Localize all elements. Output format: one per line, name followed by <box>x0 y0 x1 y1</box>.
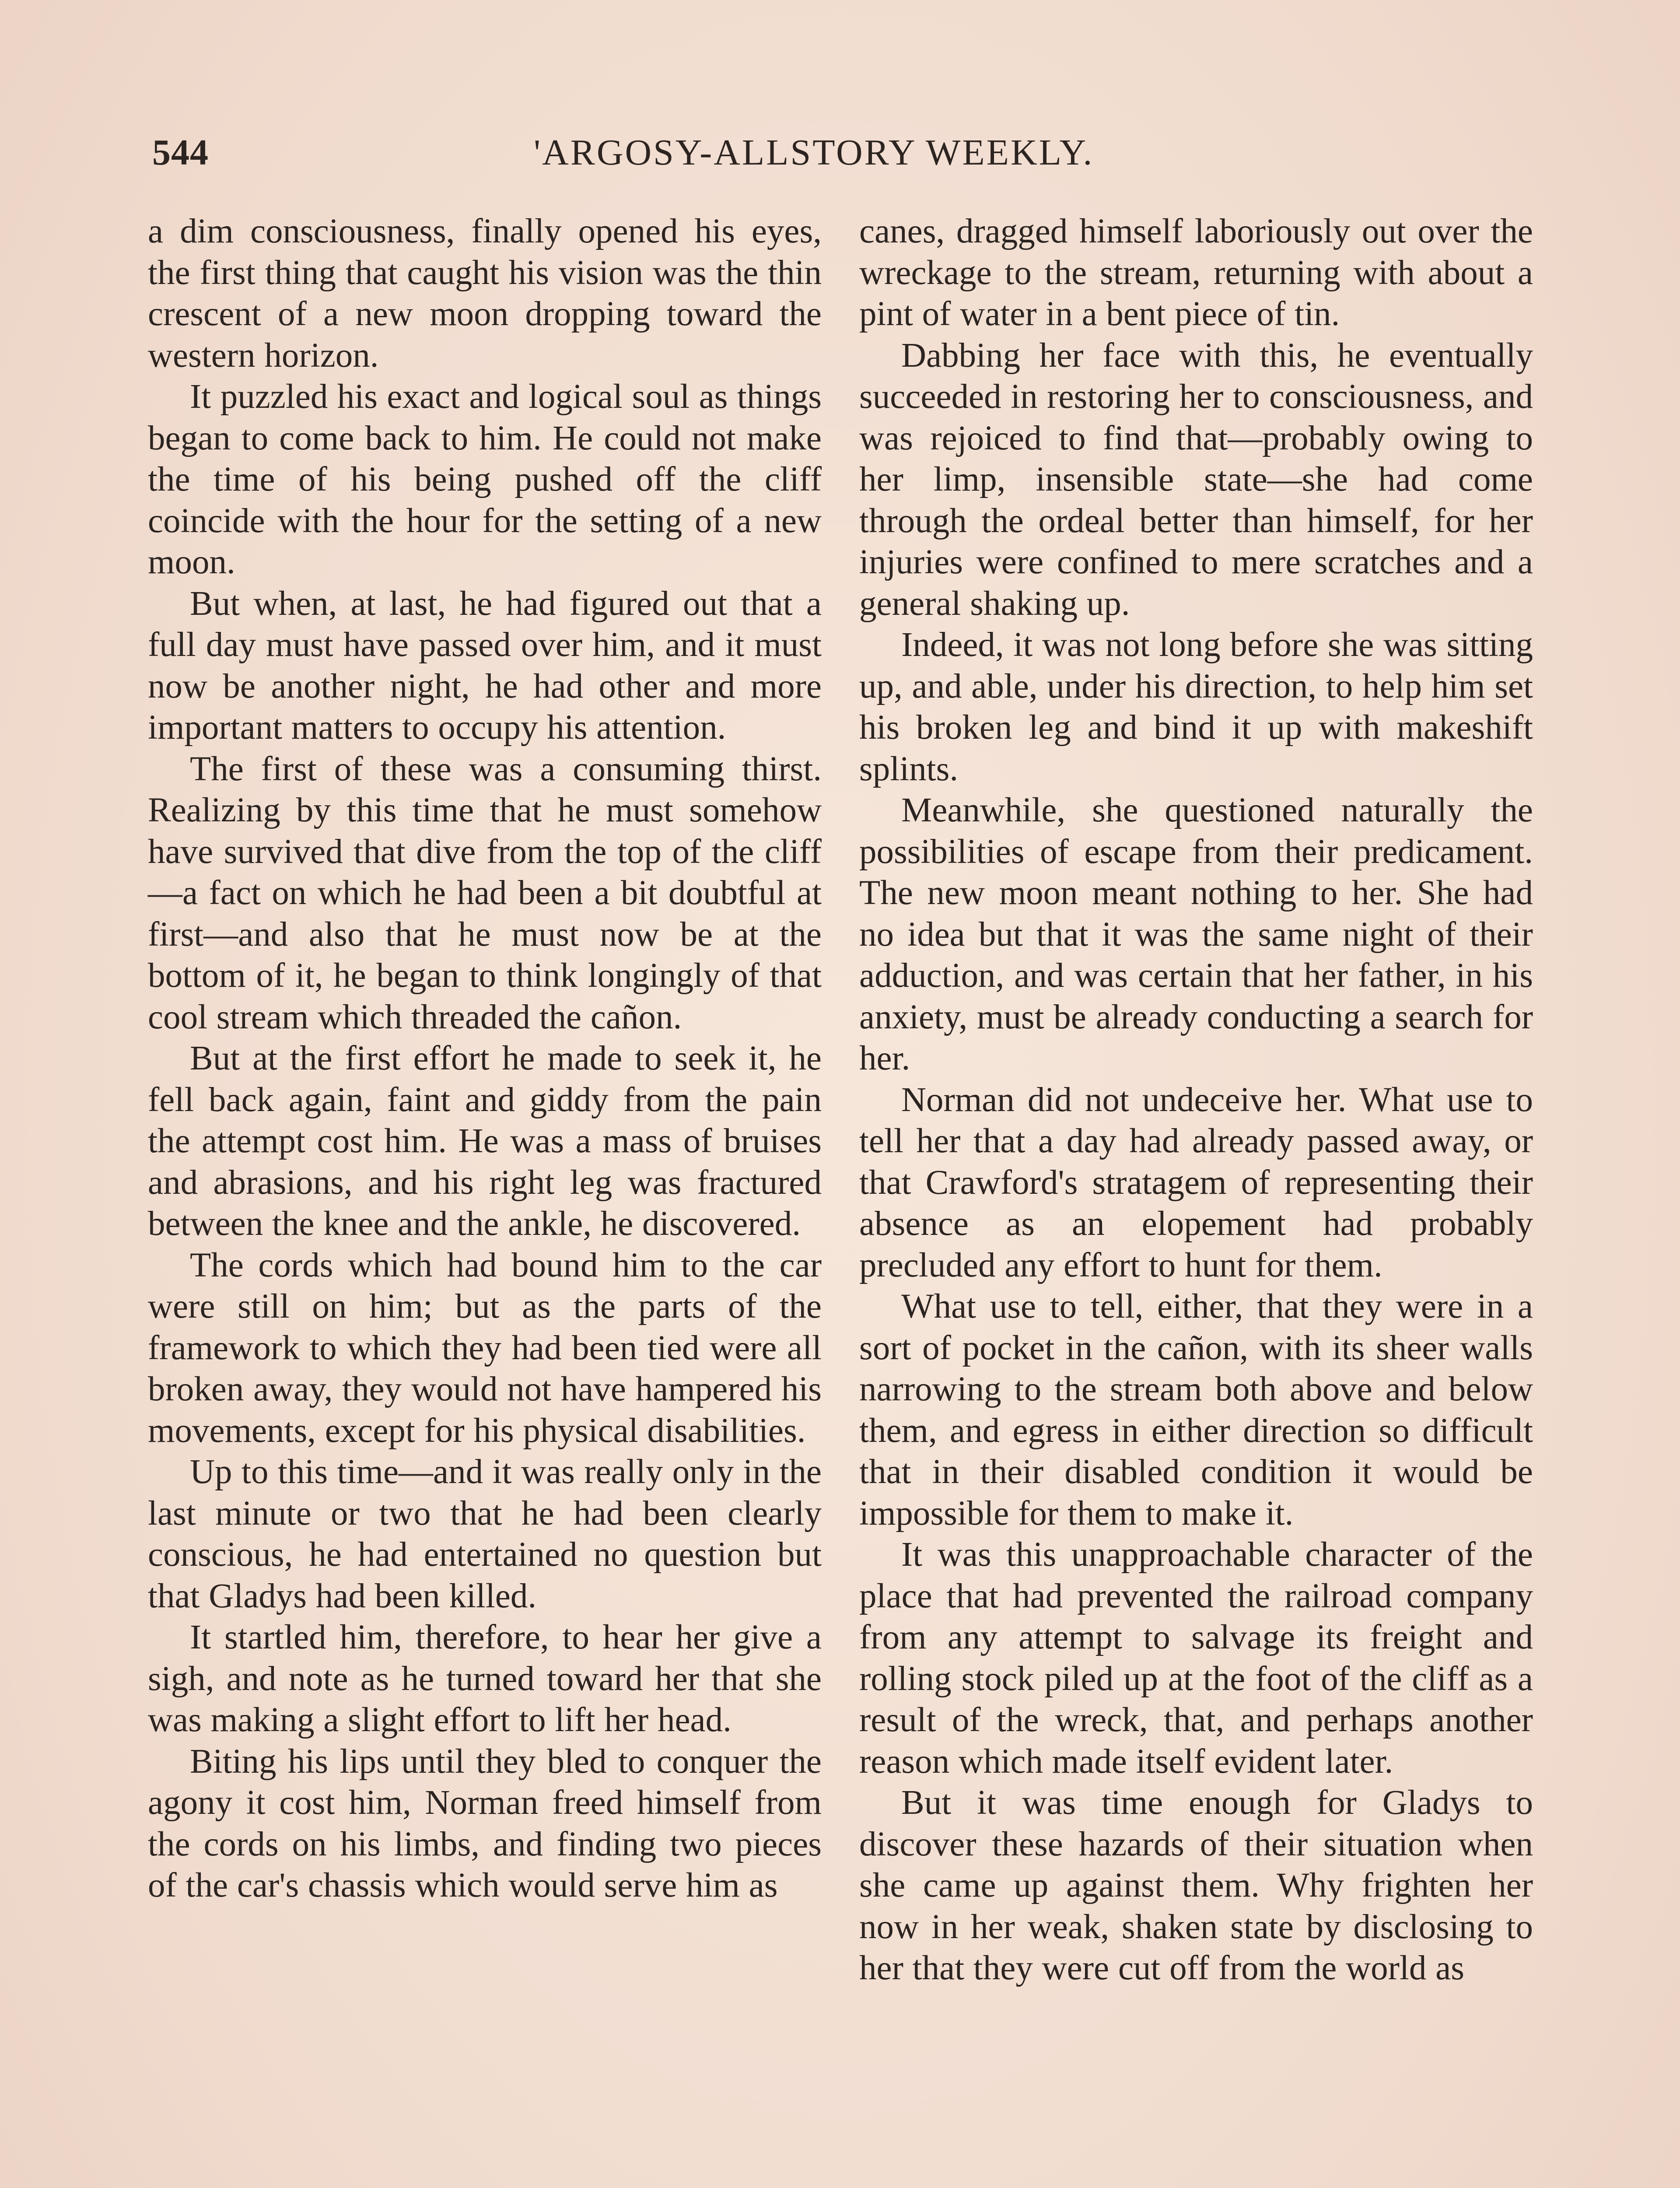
paragraph: What use to tell, either, that they were in a sort of pocket in the cañon, with its sheer walls narrowing to the stream both above and below them, and egress in either direction so difficult that in their disabled condition it would be impossible for them to make it. <box>859 1287 1533 1532</box>
paragraph: But it was time enough for Gladys to discover these hazards of their situation when she came up against them. Why frighten her now in her weak, shaken state by disclosing to her that they were cut off from the world as <box>859 1784 1533 1987</box>
left-column <box>148 211 822 1907</box>
paragraph: a dim consciousness, finally opened his eyes, the first thing that caught his vision was the thin crescent of a new moon dropping toward the western horizon. <box>148 212 822 375</box>
paragraph: Up to this time—and it was really only in the last minute or two that he had been clearly conscious, he had entertained no question but that Gladys had been killed. <box>148 1453 822 1615</box>
paragraph: canes, dragged himself laboriously out over the wreckage to the stream, returning with about a pint of water in a bent piece of tin. <box>859 212 1533 333</box>
paragraph: It puzzled his exact and logical soul as things began to come back to him. He could not make the time of his being pushed off the cliff coincide with the hour for the setting of a new moon. <box>148 378 822 581</box>
paragraph: Biting his lips until they bled to conquer the agony it cost him, Norman freed himself from the cords on his limbs, and finding two pieces of the car's chassis which would serve him as <box>148 1742 822 1904</box>
page-header <box>149 131 1540 179</box>
paragraph: But at the first effort he made to seek it, he fell back again, faint and giddy from the pain the attempt cost him. He was a mass of bruises and abrasions, and his right leg was fractured between the knee and the ankle, he discovered. <box>148 1039 822 1243</box>
paragraph: But when, at last, he had figured out that a full day must have passed over him, and it must now be another night, he had other and more important matters to occupy his attention. <box>148 584 822 747</box>
paragraph: It was this unapproachable character of the place that had prevented the railroad company from any attempt to salvage its freight and rolling stock piled up at the foot of the cliff as a result of the wreck, that, and perhaps another reason which made itself evident later. <box>859 1536 1533 1781</box>
paragraph: Indeed, it was not long before she was sitting up, and able, under his direction, to help him set his broken leg and bind it up with makeshift splints. <box>859 626 1533 788</box>
running-title: 'ARGOSY-ALLSTORY WEEKLY. <box>534 132 1094 173</box>
page-number: 544 <box>152 132 209 173</box>
paragraph: The cords which had bound him to the car were still on him; but as the parts of the framework to which they had been tied were all broken away, they would not have hampered his movements, except for his physical disabilities. <box>148 1246 822 1450</box>
paragraph: Meanwhile, she questioned naturally the possibilities of escape from their predicament. The new moon meant nothing to her. She had no idea but that it was the same night of their adduction, and was certain that her father, in his anxiety, must be already conducting a search for her. <box>859 791 1533 1077</box>
paragraph: It startled him, therefore, to hear her give a sigh, and note as he turned toward her that she was making a slight effort to lift her head. <box>148 1618 822 1739</box>
paragraph: Norman did not undeceive her. What use to tell her that a day had already passed away, or that Crawford's stratagem of representing their absence as an elopement had probably precluded any effort to hunt for them. <box>859 1080 1533 1284</box>
paragraph: Dabbing her face with this, he eventually succeeded in restoring her to consciousness, and was rejoiced to find that—probably owing to her limp, insensible state—she had come through the ordeal better than himself, for her injuries were confined to mere scratches and a general shaking up. <box>859 336 1533 623</box>
right-column <box>859 211 1533 1989</box>
paragraph: The first of these was a consuming thirst. Realizing by this time that he must somehow have survived that dive from the top of the cliff—a fact on which he had been a bit doubtful at first—and also that he must now be at the bottom of it, he began to think longingly of that cool stream which threaded the cañon. <box>148 750 822 1036</box>
